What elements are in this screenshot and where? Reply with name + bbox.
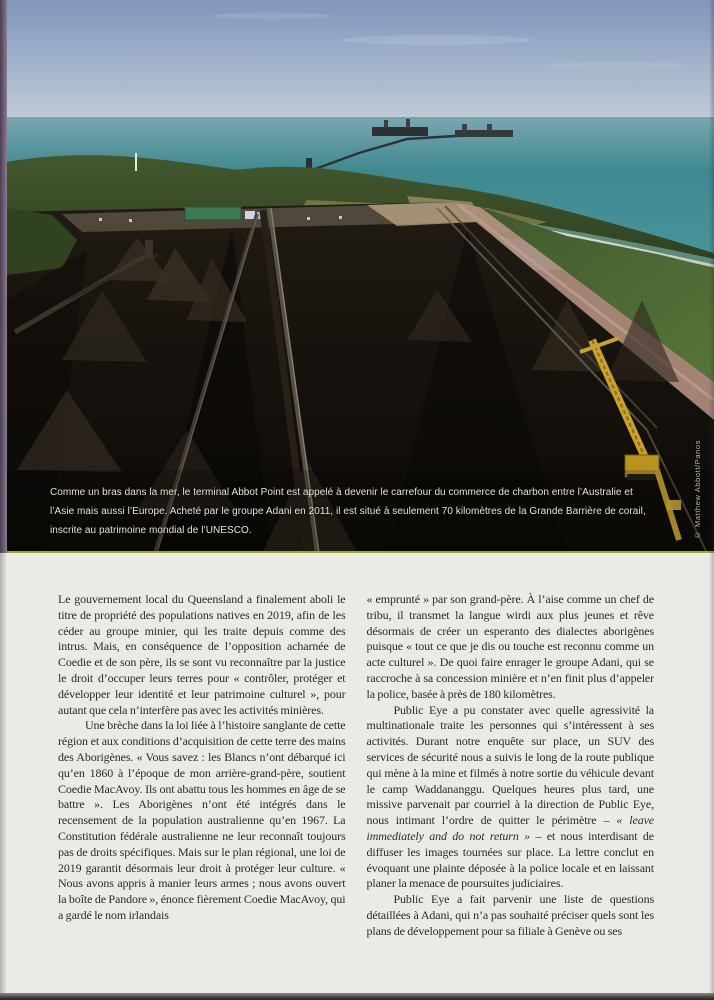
text-segment: – et nous interdisant de diffuser les images tournées sur place. La lettre conclut en évoquant une plainte déposée à la police locale et en laissant planer la menace de poursuites judiciaires. — [366, 828, 654, 891]
text-segment: Public Eye a fait parvenir une liste de questions détaillées à Adani, qui n’a pas souhaité préciser quels sont les plans de développement pour sa filiale à Genève ou ses — [366, 892, 654, 938]
paragraph — [367, 892, 655, 939]
page-edge-right-shadow — [709, 0, 714, 1000]
paragraph — [58, 592, 346, 718]
coal-terminal-photo — [7, 0, 714, 553]
text-segment: Public Eye a pu constater avec quelle agressivité la multinationale traite les personnes qui s’intéressent à ses activités. Durant notre enquête sur place, un SUV des services de sécurité nous a suivis le long de la route publique qui mène à la mine et filmés à notre sortie du véhicule devant le camp Waddananggu. Quelques heures plus tard, une missive parvenait par courriel à la direction de Public Eye, nous intimant l’ordre de quitter le périmètre – — [366, 702, 654, 828]
photo-credit: © Matthew Abbott/Panos — [693, 439, 702, 539]
text-segment: Le gouvernement local du Queensland a finalement aboli le titre de propriété des populations natives en 2019, afin de les céder au groupe minier, qui les traite depuis comme des intrus. Mais, en conséquence de l’opposition acharnée de Coedie et de son père, ils se sont vu reconnaître par la justice le droit d’occuper leurs terres pour « contrôler, protéger et développer leur identité et leur patrimoine culturel », pour autant que cela n’interfère pas avec les activités minières. — [58, 592, 346, 717]
paragraph — [367, 592, 655, 703]
accent-divider-line — [7, 551, 714, 553]
page-edge-bottom — [0, 993, 714, 1000]
paragraph — [58, 718, 346, 923]
paragraph — [367, 703, 655, 893]
italic-quote: « leave immediately and do not return » — [366, 813, 654, 843]
text-segment: « emprunté » par son grand-père. À l’aise comme un chef de tribu, il transmet la langue wirdi aux plus jeunes et rêve désormais de créer un esperanto des dialectes aborigènes puisque « tout ce que je dis ou touche est reconnu comme un acte culturel ». De quoi faire enrager le groupe Adani, qui se raccroche à sa concession minière et n’en finit plus d’appeler la police, basée à près de 180 kilomètres. — [366, 592, 654, 701]
page-edge-left-shadow — [0, 553, 7, 993]
page-edge-left — [0, 0, 7, 553]
photo-illustration — [7, 0, 714, 553]
photo-caption: Comme un bras dans la mer, le terminal Abbot Point est appelé à devenir le carrefour du commerce de charbon entre l’Australie et l’Asie mais aussi l’Europe. Acheté par le groupe Adani en 2011, il est situé à seulement 70 kilomètres de la Grande Barrière de corail, inscrite au patrimoine mondial de l’UNESCO. — [50, 487, 646, 536]
article-column-left — [58, 592, 346, 994]
article-column-right — [367, 592, 655, 994]
article-body — [58, 592, 654, 994]
text-segment: Une brèche dans la loi liée à l’histoire sanglante de cette région et aux conditions d’acquisition de cette terre des mains des Aborigènes. « Vous savez : les Blancs n’ont débarqué ici qu’en 1860 à l’époque de mon arrière-grand-père, soutient Coedie MacAvoy. Ils ont abattu tous les hommes en âge de se battre ». Les Aborigènes n’ont été intégrés dans le recensement de la population australienne qu’en 1967. La Constitution fédérale australienne ne leur reconnaît toujours pas de droits spécifiques. Mais sur le plan régional, une loi de 2019 garantit désormais leur droit à protéger leur culture. « Nous avons appris à manier leurs armes ; nous avons ouvert la boîte de Pandore », énonce fièrement Coedie MacAvoy, qui a gardé le nom irlandais — [58, 718, 346, 922]
